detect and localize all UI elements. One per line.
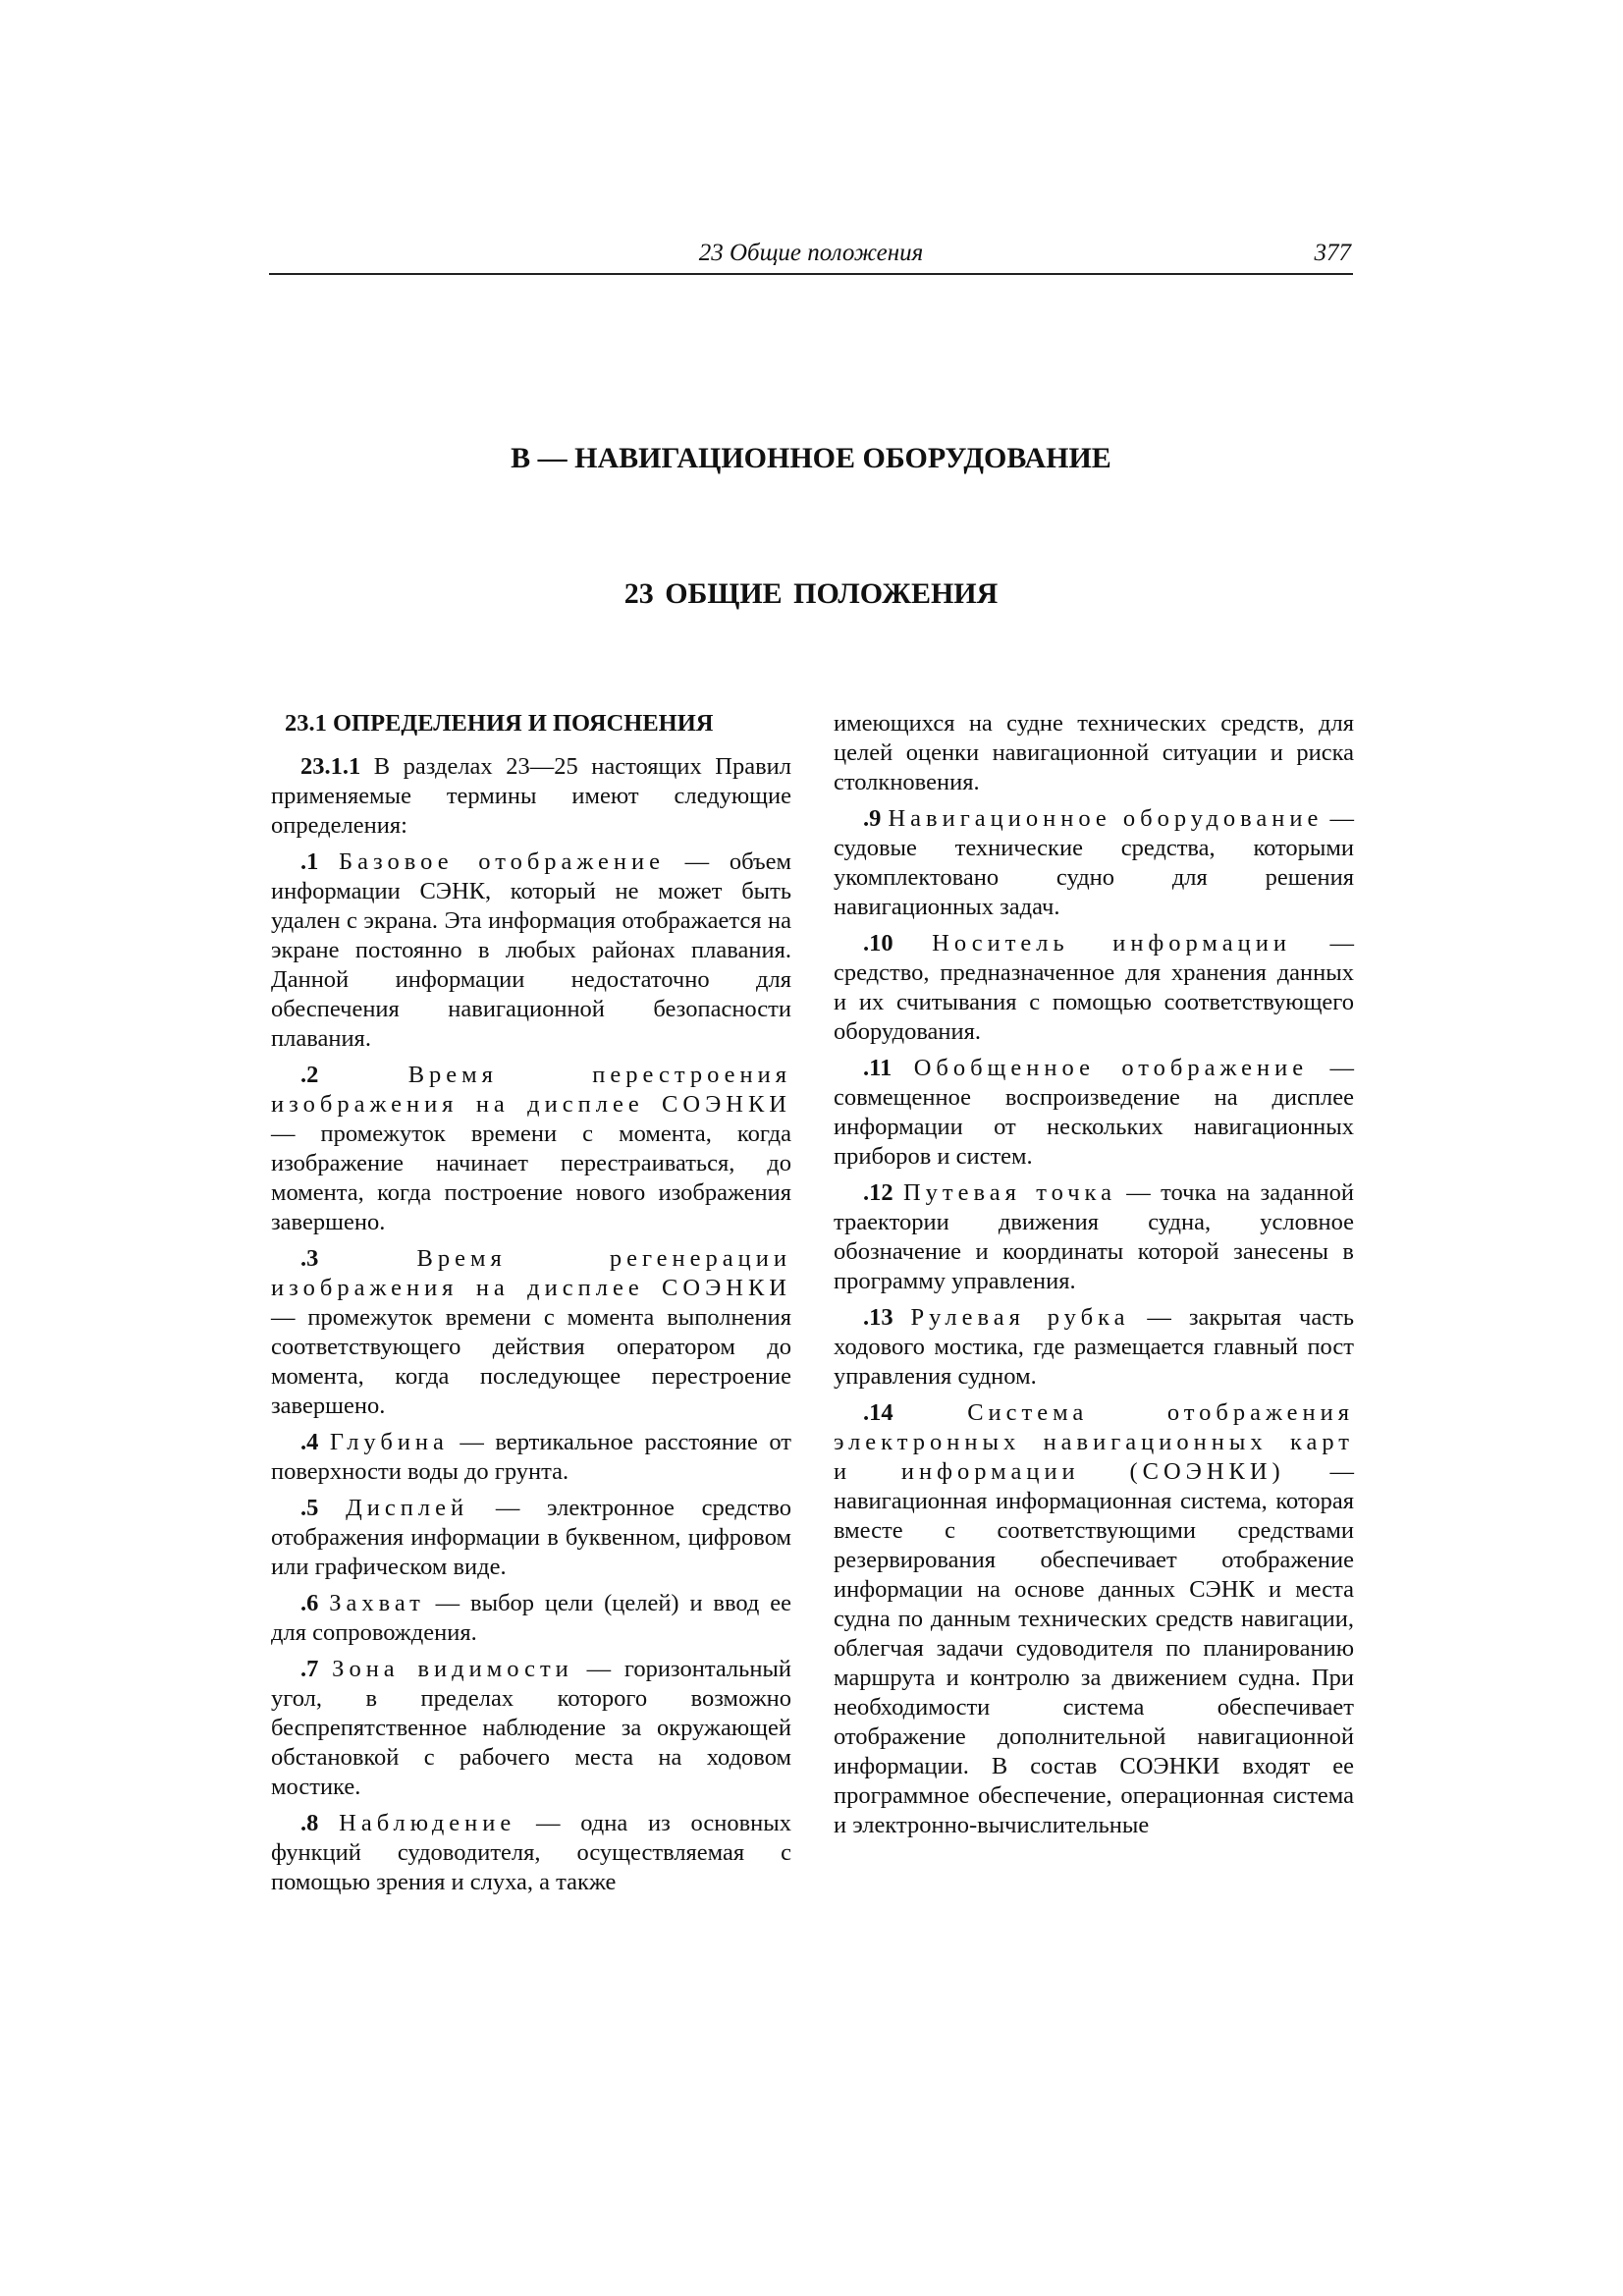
definition-item (271, 1244, 791, 1421)
item-text: — промежуток времени с момента выполнения соответствующего действия оператором до момента, когда последующее перестроение завершено. (271, 1304, 791, 1419)
definition-item (271, 847, 791, 1054)
definition-item (271, 1809, 791, 1897)
item-number: .13 (863, 1304, 893, 1331)
definition-item (834, 804, 1354, 922)
continuation-paragraph: имеющихся на судне технических средств, для целей оценки навигационной ситуации и риска столкновения. (834, 710, 1354, 795)
item-term: Путевая точка (902, 1179, 1116, 1206)
item-text: — электронное средство отображения информации в буквенном, цифровом или графическом виде. (271, 1495, 791, 1580)
left-column (271, 709, 791, 1904)
definition-item (834, 1398, 1354, 1840)
page-number: 377 (1314, 240, 1351, 266)
item-term: Время регенерации изображения на дисплее СОЭНКИ (271, 1245, 791, 1301)
definition-item (834, 1303, 1354, 1392)
item-number: .9 (863, 805, 882, 832)
item-number: .10 (863, 930, 893, 957)
definition-item (271, 1061, 791, 1237)
item-number: .11 (863, 1055, 893, 1081)
item-number: .5 (300, 1495, 319, 1521)
definition-item (271, 1589, 791, 1648)
item-term: Зона видимости (332, 1656, 573, 1682)
item-number: .8 (300, 1810, 319, 1836)
item-term: Система отображения электронных навигационных карт и информации (СОЭНКИ) (834, 1399, 1354, 1485)
definition-item (271, 1655, 791, 1802)
intro-paragraph (271, 752, 791, 841)
item-text: — средство, предназначенное для хранения данных и их считывания с помощью соответствующего оборудования. (834, 930, 1355, 1045)
item-text: — судовые технические средства, которыми укомплектовано судно для решения навигационных задач. (834, 805, 1355, 920)
clause-text: В разделах 23—25 настоящих Правил применяемые термины имеют следующие определения: (271, 753, 791, 839)
item-number: .14 (863, 1399, 893, 1426)
item-number: .7 (300, 1656, 319, 1682)
item-text: — совмещенное воспроизведение на дисплее информации от нескольких навигационных приборов и систем. (834, 1055, 1354, 1170)
item-term: Носитель информации (932, 930, 1291, 957)
item-text: — навигационная информационная система, которая вместе с соответствующими средствами резервирования обеспечивает отображение информации на основе данных СЭНК и места судна по данным технических средств навигации, облегчая задачи судоводителя по планированию маршрута и контролю за движением судна. При необходимости система обеспечивает отображение дополнительной навигационной информации. В состав СОЭНКИ входят ее программное обеспечение, операционная система и электронно-вычислительные (834, 1458, 1355, 1838)
running-header (269, 238, 1353, 275)
definition-item (834, 929, 1354, 1047)
item-text: — точка на заданной траектории движения судна, условное обозначение и координаты которой занесены в программу управления. (834, 1179, 1354, 1294)
item-number: .2 (300, 1062, 319, 1088)
definition-item (271, 1494, 791, 1582)
item-term: Наблюдение (339, 1810, 516, 1836)
item-term: Дисплей (346, 1495, 469, 1521)
part-title: В — НАВИГАЦИОННОЕ ОБОРУДОВАНИЕ (511, 442, 1111, 474)
item-term: Обобщенное отображение (913, 1055, 1309, 1081)
item-term: Базовое отображение (339, 848, 665, 875)
clause-number: 23.1.1 (300, 753, 361, 780)
item-text: — вертикальное расстояние от поверхности воды до грунта. (271, 1429, 792, 1485)
item-number: .1 (300, 848, 319, 875)
item-term: Захват (329, 1590, 425, 1616)
chapter-title: 23 ОБЩИЕ ПОЛОЖЕНИЯ (623, 577, 999, 610)
item-number: .12 (863, 1179, 893, 1206)
item-number: .6 (300, 1590, 319, 1616)
item-term: Время перестроения изображения на дисплее СОЭНКИ (271, 1062, 791, 1118)
item-text: — закрытая часть ходового мостика, где размещается главный пост управления судном. (834, 1304, 1354, 1390)
definition-item (834, 1054, 1354, 1172)
right-column (834, 709, 1354, 1847)
item-term: Навигационное оборудование (888, 805, 1324, 832)
item-text: — одна из основных функций судоводителя, осуществляемая с помощью зрения и слуха, а также (271, 1810, 792, 1895)
item-number: .4 (300, 1429, 319, 1455)
item-text: — выбор цели (целей) и ввод ее для сопровождения. (271, 1590, 792, 1646)
item-text: — промежуток времени с момента, когда изображение начинает перестраиваться, до момента, когда построение нового изображения завершено. (271, 1121, 791, 1235)
item-term: Рулевая рубка (910, 1304, 1130, 1331)
item-text: — объем информации СЭНК, который не может быть удален с экрана. Эта информация отображается на экране постоянно в любых районах плавания. Данной информации недостаточно для обеспечения навигационной безопасности плавания. (271, 848, 791, 1052)
definition-item (834, 1178, 1354, 1296)
item-text: — горизонтальный угол, в пределах которого возможно беспрепятственное наблюдение за окружающей обстановкой с рабочего места на ходовом мостике. (271, 1656, 792, 1800)
section-heading: 23.1 ОПРЕДЕЛЕНИЯ И ПОЯСНЕНИЯ (285, 710, 714, 737)
running-title: 23 Общие положения (698, 240, 924, 266)
definition-item (271, 1428, 791, 1487)
item-number: .3 (300, 1245, 319, 1272)
item-term: Глубина (329, 1429, 449, 1455)
